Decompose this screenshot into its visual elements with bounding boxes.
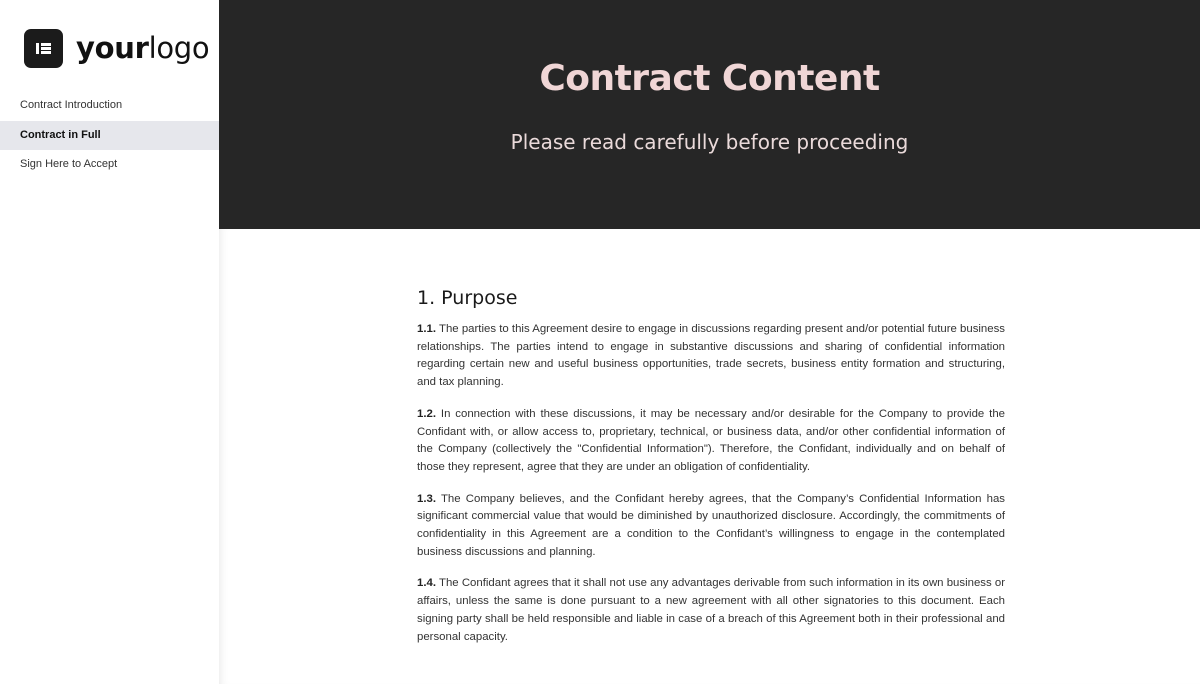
- nav-item-contract-introduction[interactable]: Contract Introduction: [20, 99, 123, 111]
- nav-item-sign-here[interactable]: Sign Here to Accept: [20, 158, 118, 170]
- sidebar-nav: [0, 91, 219, 180]
- logo[interactable]: [24, 28, 209, 68]
- clause-1-4: [417, 575, 1005, 646]
- nav-item-contract-in-full[interactable]: Contract in Full: [0, 121, 219, 151]
- contract-content: [219, 229, 1200, 684]
- logo-text: [76, 28, 209, 68]
- clause-text: The Confidant agrees that it shall not use any advantages derivable from such information in its own business or affairs, unless the same is done pursuant to a new agreement with all other signatories to this document. Each signing party shall be held responsible and liable in case of a breach of this Agreement both in their professional and personal capacity.: [417, 577, 1005, 643]
- hero-banner: [219, 0, 1200, 229]
- logo-icon: [24, 29, 63, 68]
- clause-1-3: [417, 491, 1005, 562]
- logo-text-bold: your: [76, 31, 149, 65]
- page-subtitle: Please read carefully before proceeding: [510, 130, 909, 154]
- clause-number: 1.3.: [417, 492, 436, 505]
- logo-text-regular: logo: [148, 31, 210, 65]
- page-title: Contract Content: [539, 58, 880, 99]
- clause-number: 1.1.: [417, 323, 436, 335]
- clause-text: In connection with these discussions, it may be necessary and/or desirable for the Company to provide the Confidant with, or allow access to, proprietary, technical, or business data, and/or other confidential information of the Company (collectively the "Confidential Information"). Therefore, the Confidant, individually and on behalf of those they represent, agree that they are under an obligation of confidentiality.: [417, 407, 1005, 473]
- clause-1-1: [417, 321, 1005, 392]
- clause-number: 1.4.: [417, 577, 436, 590]
- sidebar: [0, 0, 219, 684]
- clause-1-2: [417, 406, 1005, 477]
- clause-text: The parties to this Agreement desire to engage in discussions regarding present and/or potential future business relationships. The parties intend to engage in substantive discussions and sharing of confidential information regarding certain new and useful business opportunities, trade secrets, business entity formation and structuring, and tax planning.: [417, 323, 1005, 389]
- section-title: 1. Purpose: [417, 287, 518, 309]
- clause-text: The Company believes, and the Confidant hereby agrees, that the Company’s Confidential Information has significant commercial value that would be diminished by unauthorized disclosure. Accordingly, the commitments of confidentiality in this Agreement are a condition to the Confidant’s willingness to engage in the contemplated business discussions and planning.: [417, 492, 1005, 558]
- clause-number: 1.2.: [417, 407, 436, 420]
- contract-document: [417, 287, 1005, 660]
